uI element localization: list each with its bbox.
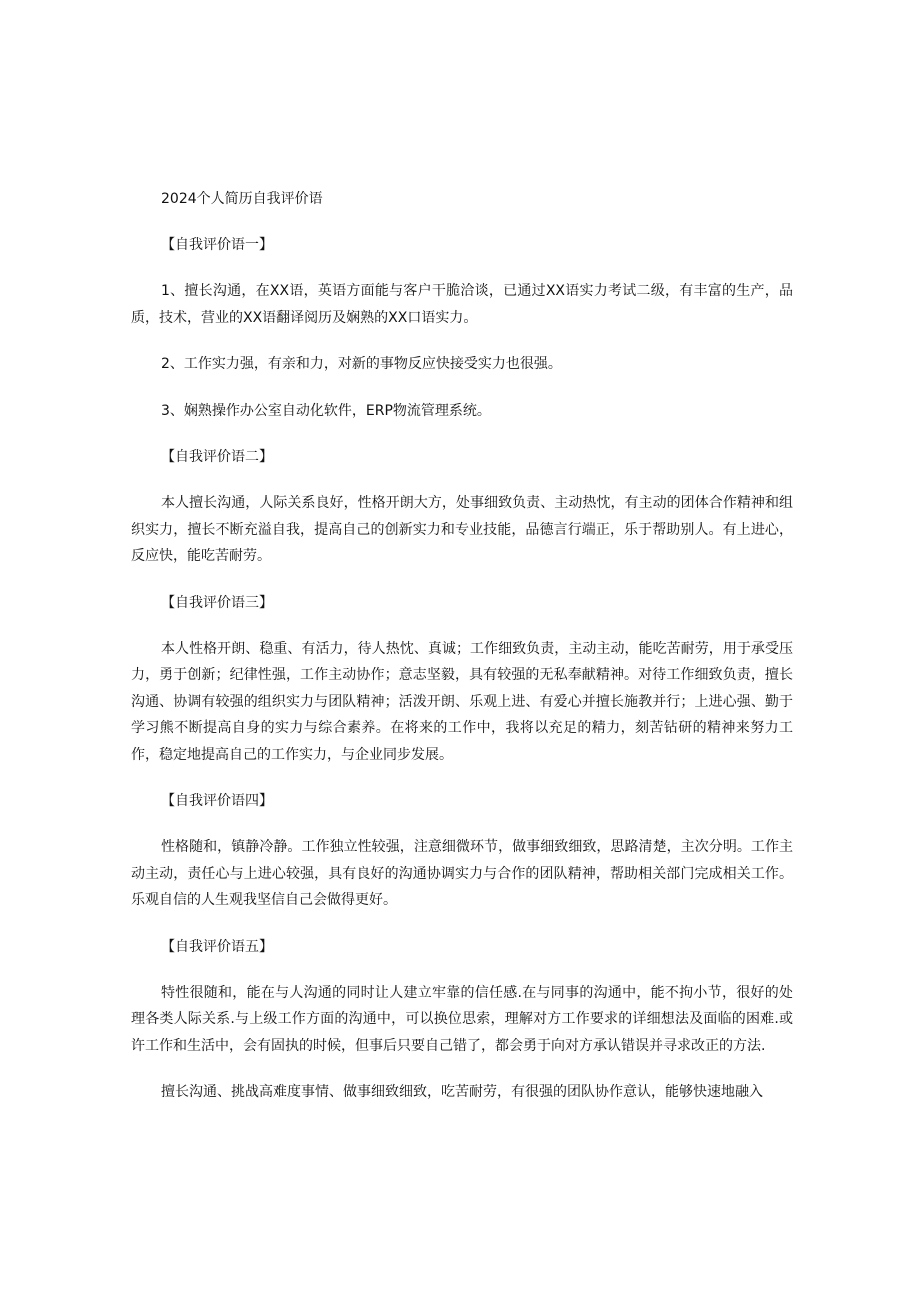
section-3 — [131, 590, 793, 769]
section-5 — [131, 934, 793, 1106]
paragraph: 擅长沟通、挑战高难度事情、做事细致细致，吃苦耐劳，有很强的团队协作意认，能够快速地融入 — [161, 1084, 763, 1100]
section-4 — [131, 788, 793, 914]
section-heading: 【自我评价语一】 — [161, 237, 273, 253]
section-2 — [131, 444, 793, 570]
document-title: 2024个人简历自我评价语 — [161, 191, 323, 207]
section-heading: 【自我评价语三】 — [161, 594, 273, 611]
section-heading: 【自我评价语二】 — [161, 449, 273, 465]
paragraph: 性格随和，镇静冷静。工作独立性较强，注意细微环节，做事细致细致，思路清楚，主次分明。工作主动主动，责任心与上进心较强，具有良好的沟通协调实力与合作的团队精神，帮助相关部门完成相关工作。乐观自信的人生观我坚信自己会做得更好。 — [131, 839, 793, 908]
paragraph: 本人性格开朗、稳重、有活力，待人热忱、真诚；工作细致负责，主动主动，能吃苦耐劳，用于承受压力，勇于创新；纪律性强，工作主动协作；意志坚毅，具有较强的无私奉献精神。对待工作细致负责，擅长沟通、协调有较强的组织实力与团队精神；活泼开朗、乐观上进、有爱心并擅长施教并行；上进心强、勤于学习熊不断提高自身的实力与综合素养。在将来的工作中，我将以充足的精力，刻苦钻研的精神来努力工作，稳定地提高自己的工作实力，与企业同步发展。 — [131, 640, 793, 763]
paragraph: 1、擅长沟通，在XX语，英语方面能与客户干脆洽谈，已通过XX语实力考试二级，有丰富的生产，品质，技术，营业的XX语翻译阅历及娴熟的XX口语实力。 — [131, 283, 793, 326]
section-heading: 【自我评价语五】 — [161, 938, 273, 955]
section-heading: 【自我评价语四】 — [161, 793, 273, 809]
paragraph: 特性很随和，能在与人沟通的同时让人建立牢靠的信任感.在与同事的沟通中，能不拘小节，很好的处理各类人际关系.与上级工作方面的沟通中，可以换位思索，理解对方工作要求的详细想法及面临的困难.或许工作和生活中，会有固执的时候，但事后只要自己错了，都会勇于向对方承认错误并寻求改正的方法. — [131, 984, 793, 1054]
paragraph: 本人擅长沟通，人际关系良好，性格开朗大方，处事细致负责、主动热忱，有主动的团体合作精神和组织实力，擅长不断充溢自我，提高自己的创新实力和专业技能，品德言行端正，乐于帮助别人。有上进心，反应快，能吃苦耐劳。 — [131, 495, 793, 564]
paragraph: 3、娴熟操作办公室自动化软件，ERP物流管理系统。 — [161, 402, 491, 419]
section-1 — [131, 232, 793, 424]
document-body — [131, 186, 793, 1126]
paragraph: 2、工作实力强，有亲和力，对新的事物反应快接受实力也很强。 — [161, 356, 562, 372]
